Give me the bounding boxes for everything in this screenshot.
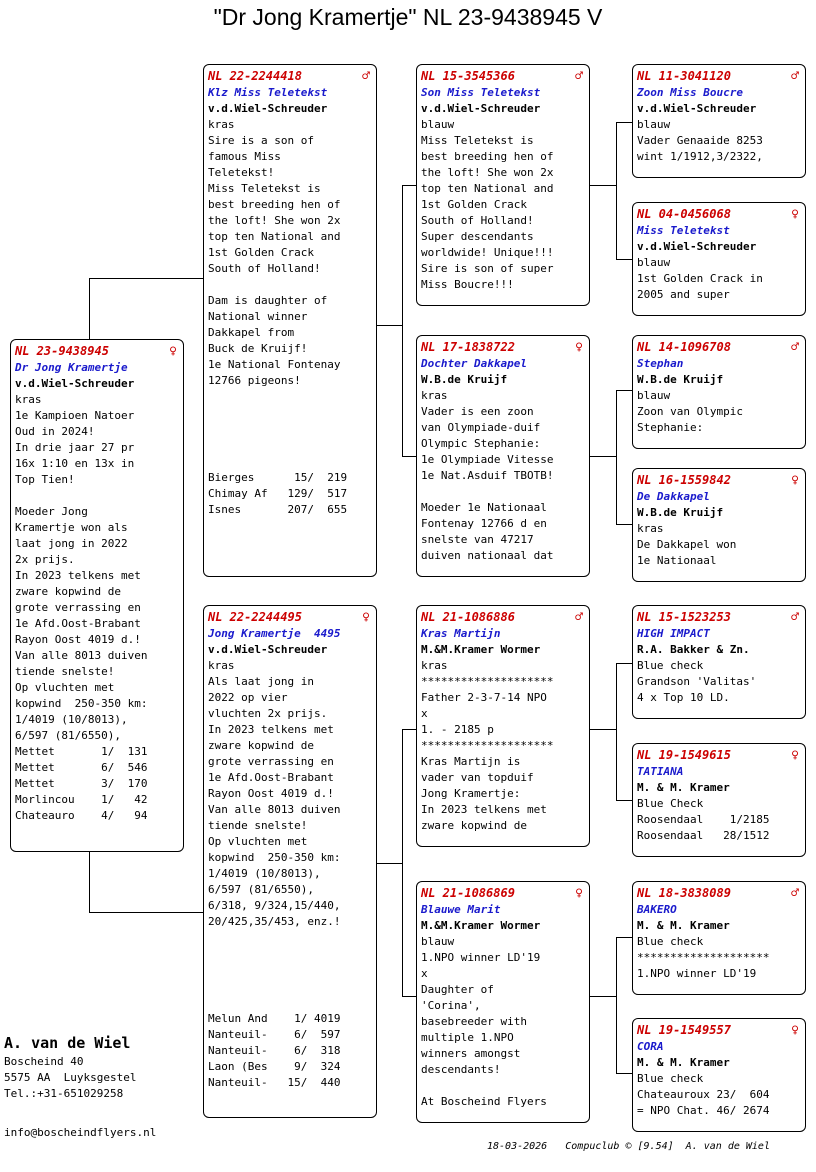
color: blauw xyxy=(421,118,455,131)
pigeon-name: TATIANA xyxy=(637,765,684,778)
text-line: duiven nationaal dat xyxy=(421,549,554,562)
owner-email[interactable]: info@boscheindflyers.nl xyxy=(4,1126,157,1139)
text-line: best breeding hen of xyxy=(421,150,554,163)
text-line: ******************** xyxy=(421,675,554,688)
female-icon: ♀ xyxy=(362,610,370,625)
connector xyxy=(589,456,616,457)
female-icon: ♀ xyxy=(791,207,799,222)
breeder: M. & M. Kramer xyxy=(637,919,730,932)
text-line: grote verrassing en xyxy=(208,755,334,768)
results xyxy=(208,1011,340,1091)
female-icon: ♀ xyxy=(575,340,583,355)
text-line xyxy=(208,277,372,293)
breeder: W.B.de Kruijf xyxy=(637,506,724,519)
male-icon: ♂ xyxy=(791,340,799,355)
text-line: Teletekst! xyxy=(208,166,275,179)
pigeon-name: Stephan xyxy=(637,357,684,370)
pigeon-name: Dr Jong Kramertje xyxy=(15,361,128,374)
text-line: vluchten 2x prijs. xyxy=(208,707,328,720)
ring-number: NL 22-2244418 ♂ xyxy=(208,69,370,84)
text-line: Fontenay 12766 d en xyxy=(421,517,547,530)
ring-number: NL 04-0456068 ♀ xyxy=(637,207,799,222)
text-line: 1e Afd.Oost-Brabant xyxy=(15,617,141,630)
pigeon-name: Klz Miss Teletekst xyxy=(208,86,328,99)
owner-phone: Tel.:+31-651029258 xyxy=(4,1087,124,1100)
pigeon-name: Dochter Dakkapel xyxy=(421,357,527,370)
text-line: 16x 1:10 en 13x in xyxy=(15,457,135,470)
connector xyxy=(616,1073,633,1074)
pigeon-card-gen2[interactable] xyxy=(416,881,590,1123)
ring-number: NL 15-3545366 ♂ xyxy=(421,69,583,84)
text-line: Melun And 1/ 4019 xyxy=(208,1012,341,1025)
ring-number: NL 18-3838089 ♂ xyxy=(637,886,799,901)
text-line: Daughter of xyxy=(421,983,494,996)
text-line: De Dakkapel won xyxy=(637,538,737,551)
text-line: 1e Kampioen Natoer xyxy=(15,409,135,422)
text-line: Dakkapel from xyxy=(208,326,295,339)
ring-number: NL 19-1549557 ♀ xyxy=(637,1023,799,1038)
pigeon-card-gen3[interactable] xyxy=(632,468,806,582)
text-line: van Olympiade-duif xyxy=(421,421,541,434)
text-line: Isnes 207/ 655 xyxy=(208,503,348,516)
breeder: v.d.Wiel-Schreuder xyxy=(15,377,135,390)
footer-credit: 18-03-2026 Compuclub © [9.54] A. van de Wiel xyxy=(487,1141,770,1152)
pigeon-name: Son Miss Teletekst xyxy=(421,86,541,99)
text-line: multiple 1.NPO xyxy=(421,1031,514,1044)
color: blauw xyxy=(421,935,455,948)
text-line: 1st Golden Crack in xyxy=(637,272,763,285)
text-line: Nanteuil- 6/ 597 xyxy=(208,1028,341,1041)
pigeon-card-gen3[interactable] xyxy=(632,881,806,995)
pigeon-name: CORA xyxy=(637,1040,664,1053)
connector xyxy=(616,122,617,259)
text-line: tiende snelste! xyxy=(15,665,115,678)
text-line: Op vluchten met xyxy=(208,835,308,848)
owner-name: A. van de Wiel xyxy=(4,1034,131,1052)
connector xyxy=(616,259,633,260)
text-line: Nanteuil- 15/ 440 xyxy=(208,1076,341,1089)
text-line: Kras Martijn is xyxy=(421,755,521,768)
text-line: National winner xyxy=(208,310,308,323)
text-line: zware kopwind de xyxy=(15,585,121,598)
pigeon-card-dam[interactable] xyxy=(203,605,377,1118)
connector xyxy=(616,524,633,525)
text-line: In 2023 telkens met xyxy=(208,723,334,736)
male-icon: ♂ xyxy=(575,69,583,84)
color: kras xyxy=(208,659,235,672)
page-title: "Dr Jong Kramertje" NL 23-9438945 V xyxy=(213,4,603,30)
text-line: grote verrassing en xyxy=(15,601,141,614)
pigeon-name: De Dakkapel xyxy=(637,490,710,503)
text-line: Top Tien! xyxy=(15,473,75,486)
text-line: At Boscheind Flyers xyxy=(421,1095,547,1108)
color: Blue check xyxy=(637,935,704,948)
owner-block xyxy=(4,1032,136,1102)
text-line: descendants! xyxy=(421,1063,501,1076)
text-line: Jong Kramertje: xyxy=(421,787,521,800)
connector xyxy=(616,663,617,800)
pigeon-name: HIGH IMPACT xyxy=(637,627,710,640)
connector xyxy=(589,996,616,997)
text-line: 1st Golden Crack xyxy=(208,246,314,259)
text-line xyxy=(421,484,585,500)
text-line: Stephanie: xyxy=(637,421,704,434)
text-line: Mettet 3/ 170 xyxy=(15,777,148,790)
breeder: v.d.Wiel-Schreuder xyxy=(421,102,541,115)
text-line: Chateauroux 23/ 604 xyxy=(637,1088,770,1101)
pigeon-name: Kras Martijn xyxy=(421,627,501,640)
text-line: ******************** xyxy=(421,739,554,752)
text-line: Op vluchten met xyxy=(15,681,115,694)
pigeon-card-gen2[interactable] xyxy=(416,335,590,577)
text-line: Morlincou 1/ 42 xyxy=(15,793,148,806)
text-line: Vader is een zoon xyxy=(421,405,534,418)
connector xyxy=(589,185,616,186)
text-line: Buck de Kruijf! xyxy=(208,342,308,355)
pigeon-card-gen3[interactable] xyxy=(632,743,806,857)
color: Blue Check xyxy=(637,797,704,810)
text-line: Sire is a son of xyxy=(208,134,314,147)
breeder: v.d.Wiel-Schreuder xyxy=(208,643,328,656)
connector xyxy=(616,390,633,391)
connector xyxy=(616,937,633,938)
text-line: Moeder 1e Nationaal xyxy=(421,501,547,514)
connector xyxy=(402,996,417,997)
text-line: Kramertje won als xyxy=(15,521,128,534)
results xyxy=(15,744,179,824)
connector xyxy=(402,729,403,996)
text-line: 12766 pigeons! xyxy=(208,374,301,387)
pigeon-name: Jong Kramertje 4495 xyxy=(208,627,341,640)
ring-number: NL 11-3041120 ♂ xyxy=(637,69,799,84)
text-line: Father 2-3-7-14 NPO xyxy=(421,691,547,704)
text-line: Bierges 15/ 219 xyxy=(208,471,348,484)
text-line: 1. - 2185 p xyxy=(421,723,494,736)
text-line: Chimay Af 129/ 517 xyxy=(208,487,348,500)
ring-number: NL 21-1086886 ♂ xyxy=(421,610,583,625)
text-line: 6/318, 9/324,15/440, xyxy=(208,899,341,912)
text-line: 2005 and super xyxy=(637,288,730,301)
female-icon: ♀ xyxy=(791,1023,799,1038)
text-line: 20/425,35/453, enz.! xyxy=(208,915,341,928)
text-line: Oud in 2024! xyxy=(15,425,95,438)
ring-number: NL 17-1838722 ♀ xyxy=(421,340,583,355)
connector xyxy=(616,937,617,1073)
description xyxy=(15,408,179,744)
ring-number: NL 23-9438945 ♀ xyxy=(15,344,177,359)
color: blauw xyxy=(637,256,671,269)
breeder: M. & M. Kramer xyxy=(637,1056,730,1069)
text-line: = NPO Chat. 46/ 2674 xyxy=(637,1104,770,1117)
breeder: v.d.Wiel-Schreuder xyxy=(208,102,328,115)
pigeon-name: Blauwe Marit xyxy=(421,903,501,916)
connector xyxy=(402,185,403,456)
text-line: best breeding hen of xyxy=(208,198,341,211)
pigeon-card-gen3[interactable] xyxy=(632,605,806,719)
connector xyxy=(589,729,616,730)
text-line: top ten National and xyxy=(208,230,341,243)
pigeon-name: Zoon Miss Boucre xyxy=(637,86,743,99)
text-line: 1e Olympiade Vitesse xyxy=(421,453,554,466)
text-line: worldwide! Unique!!! xyxy=(421,246,554,259)
male-icon: ♂ xyxy=(791,610,799,625)
connector xyxy=(616,122,633,123)
connector xyxy=(616,390,617,524)
description xyxy=(637,133,801,165)
text-line: Miss Teletekst is xyxy=(208,182,321,195)
connector xyxy=(402,729,417,730)
connector xyxy=(376,863,402,864)
text-line: 1e Nationaal xyxy=(637,554,717,567)
text-line: kopwind 250-350 km: xyxy=(15,697,148,710)
ring-number: NL 21-1086869 ♀ xyxy=(421,886,583,901)
ring-number: NL 22-2244495 ♀ xyxy=(208,610,370,625)
connector xyxy=(402,456,417,457)
pigeon-name: Miss Teletekst xyxy=(637,224,730,237)
color: kras xyxy=(421,659,448,672)
text-line: South of Holland! xyxy=(421,214,534,227)
connector xyxy=(402,185,417,186)
text-line: South of Holland! xyxy=(208,262,321,275)
text-line: 6/597 (81/6550), xyxy=(15,729,121,742)
text-line: ******************** xyxy=(637,951,770,964)
female-icon: ♀ xyxy=(791,748,799,763)
description xyxy=(421,404,585,564)
text-line: Moeder Jong xyxy=(15,505,88,518)
male-icon: ♂ xyxy=(362,69,370,84)
pigeon-card-gen2[interactable] xyxy=(416,64,590,306)
color: Blue check xyxy=(637,659,704,672)
text-line: In 2023 telkens met xyxy=(421,803,547,816)
pigeon-card-gen3[interactable] xyxy=(632,1018,806,1132)
text-line: 1e Nat.Asduif TBOTB! xyxy=(421,469,554,482)
color: kras xyxy=(421,389,448,402)
text-line: zware kopwind de xyxy=(421,819,527,832)
color: Blue check xyxy=(637,1072,704,1085)
text-line: Mettet 6/ 546 xyxy=(15,761,148,774)
female-icon: ♀ xyxy=(169,344,177,359)
text-line: In drie jaar 27 pr xyxy=(15,441,135,454)
description xyxy=(637,812,801,844)
text-line: basebreeder with xyxy=(421,1015,527,1028)
breeder: v.d.Wiel-Schreuder xyxy=(637,240,757,253)
owner-address: Boscheind 40 xyxy=(4,1055,84,1068)
description xyxy=(208,133,372,389)
text-line xyxy=(421,1078,585,1094)
pigeon-card-sire[interactable] xyxy=(203,64,377,577)
text-line: laat jong in 2022 xyxy=(15,537,128,550)
pigeon-card-subject[interactable] xyxy=(10,339,184,852)
text-line: 1.NPO winner LD'19 xyxy=(421,951,541,964)
description xyxy=(637,1087,801,1119)
connector xyxy=(616,800,633,801)
breeder: M.&M.Kramer Wormer xyxy=(421,643,541,656)
ring-number: NL 19-1549615 ♀ xyxy=(637,748,799,763)
description xyxy=(637,271,801,303)
text-line: Super descendants xyxy=(421,230,534,243)
text-line: Rayon Oost 4019 d.! xyxy=(208,787,334,800)
text-line: 'Corina', xyxy=(421,999,481,1012)
text-line: the loft! She won 2x xyxy=(208,214,341,227)
breeder: W.B.de Kruijf xyxy=(637,373,724,386)
text-line xyxy=(15,488,179,504)
connector xyxy=(89,852,90,912)
description xyxy=(637,537,801,569)
text-line: 1.NPO winner LD'19 xyxy=(637,967,757,980)
text-line: vader van topduif xyxy=(421,771,534,784)
pigeon-card-gen2[interactable] xyxy=(416,605,590,847)
description xyxy=(637,404,801,436)
pigeon-name: BAKERO xyxy=(637,903,677,916)
text-line: famous Miss xyxy=(208,150,281,163)
female-icon: ♀ xyxy=(791,473,799,488)
text-line: Zoon van Olympic xyxy=(637,405,743,418)
text-line: Nanteuil- 6/ 318 xyxy=(208,1044,341,1057)
text-line: winners amongst xyxy=(421,1047,521,1060)
description xyxy=(208,674,372,930)
text-line: 2x prijs. xyxy=(15,553,75,566)
text-line: Roosendaal 28/1512 xyxy=(637,829,770,842)
breeder: W.B.de Kruijf xyxy=(421,373,508,386)
connector xyxy=(616,663,633,664)
text-line: Laon (Bes 9/ 324 xyxy=(208,1060,341,1073)
text-line: Dam is daughter of xyxy=(208,294,328,307)
text-line: Roosendaal 1/2185 xyxy=(637,813,770,826)
text-line: snelste van 47217 xyxy=(421,533,534,546)
breeder: v.d.Wiel-Schreuder xyxy=(637,102,757,115)
text-line: Miss Boucre!!! xyxy=(421,278,514,291)
description xyxy=(421,950,585,1110)
text-line: zware kopwind de xyxy=(208,739,314,752)
connector xyxy=(89,912,204,913)
text-line: 1st Golden Crack xyxy=(421,198,527,211)
breeder: M. & M. Kramer xyxy=(637,781,730,794)
text-line: Van alle 8013 duiven xyxy=(15,649,148,662)
text-line: Chateauro 4/ 94 xyxy=(15,809,148,822)
text-line: 1e National Fontenay xyxy=(208,358,341,371)
ring-number: NL 15-1523253 ♂ xyxy=(637,610,799,625)
connector xyxy=(89,278,204,279)
text-line: Van alle 8013 duiven xyxy=(208,803,341,816)
ring-number: NL 16-1559842 ♀ xyxy=(637,473,799,488)
ring-number: NL 14-1096708 ♂ xyxy=(637,340,799,355)
text-line: Vader Genaaide 8253 xyxy=(637,134,763,147)
text-line: 1e Afd.Oost-Brabant xyxy=(208,771,334,784)
connector xyxy=(376,325,402,326)
male-icon: ♂ xyxy=(791,886,799,901)
pigeon-card-gen3[interactable] xyxy=(632,64,806,178)
color: blauw xyxy=(637,118,671,131)
male-icon: ♂ xyxy=(575,610,583,625)
text-line: Als laat jong in xyxy=(208,675,314,688)
text-line: x xyxy=(421,707,428,720)
owner-city: 5575 AA Luyksgestel xyxy=(4,1071,137,1084)
text-line: 6/597 (81/6550), xyxy=(208,883,314,896)
text-line: top ten National and xyxy=(421,182,554,195)
text-line: Mettet 1/ 131 xyxy=(15,745,148,758)
text-line: wint 1/1912,3/2322, xyxy=(637,150,763,163)
color: kras xyxy=(637,522,664,535)
pigeon-card-gen3[interactable] xyxy=(632,335,806,449)
text-line: kopwind 250-350 km: xyxy=(208,851,341,864)
text-line: the loft! She won 2x xyxy=(421,166,554,179)
pigeon-card-gen3[interactable] xyxy=(632,202,806,316)
text-line: Olympic Stephanie: xyxy=(421,437,541,450)
text-line: 4 x Top 10 LD. xyxy=(637,691,730,704)
text-line: Miss Teletekst is xyxy=(421,134,534,147)
text-line: In 2023 telkens met xyxy=(15,569,141,582)
text-line: Grandson 'Valitas' xyxy=(637,675,757,688)
text-line: x xyxy=(421,967,428,980)
color: kras xyxy=(208,118,235,131)
text-line: Rayon Oost 4019 d.! xyxy=(15,633,141,646)
female-icon: ♀ xyxy=(575,886,583,901)
text-line: tiende snelste! xyxy=(208,819,308,832)
description xyxy=(421,133,585,293)
color: kras xyxy=(15,393,42,406)
description xyxy=(637,674,801,706)
breeder: R.A. Bakker & Zn. xyxy=(637,643,750,656)
connector xyxy=(89,278,90,340)
description xyxy=(637,950,801,982)
breeder: M.&M.Kramer Wormer xyxy=(421,919,541,932)
male-icon: ♂ xyxy=(791,69,799,84)
text-line: Sire is son of super xyxy=(421,262,554,275)
color: blauw xyxy=(637,389,671,402)
text-line: 1/4019 (10/8013), xyxy=(15,713,128,726)
text-line: 2022 op vier xyxy=(208,691,288,704)
text-line: 1/4019 (10/8013), xyxy=(208,867,321,880)
results xyxy=(208,470,347,518)
description xyxy=(421,674,585,834)
